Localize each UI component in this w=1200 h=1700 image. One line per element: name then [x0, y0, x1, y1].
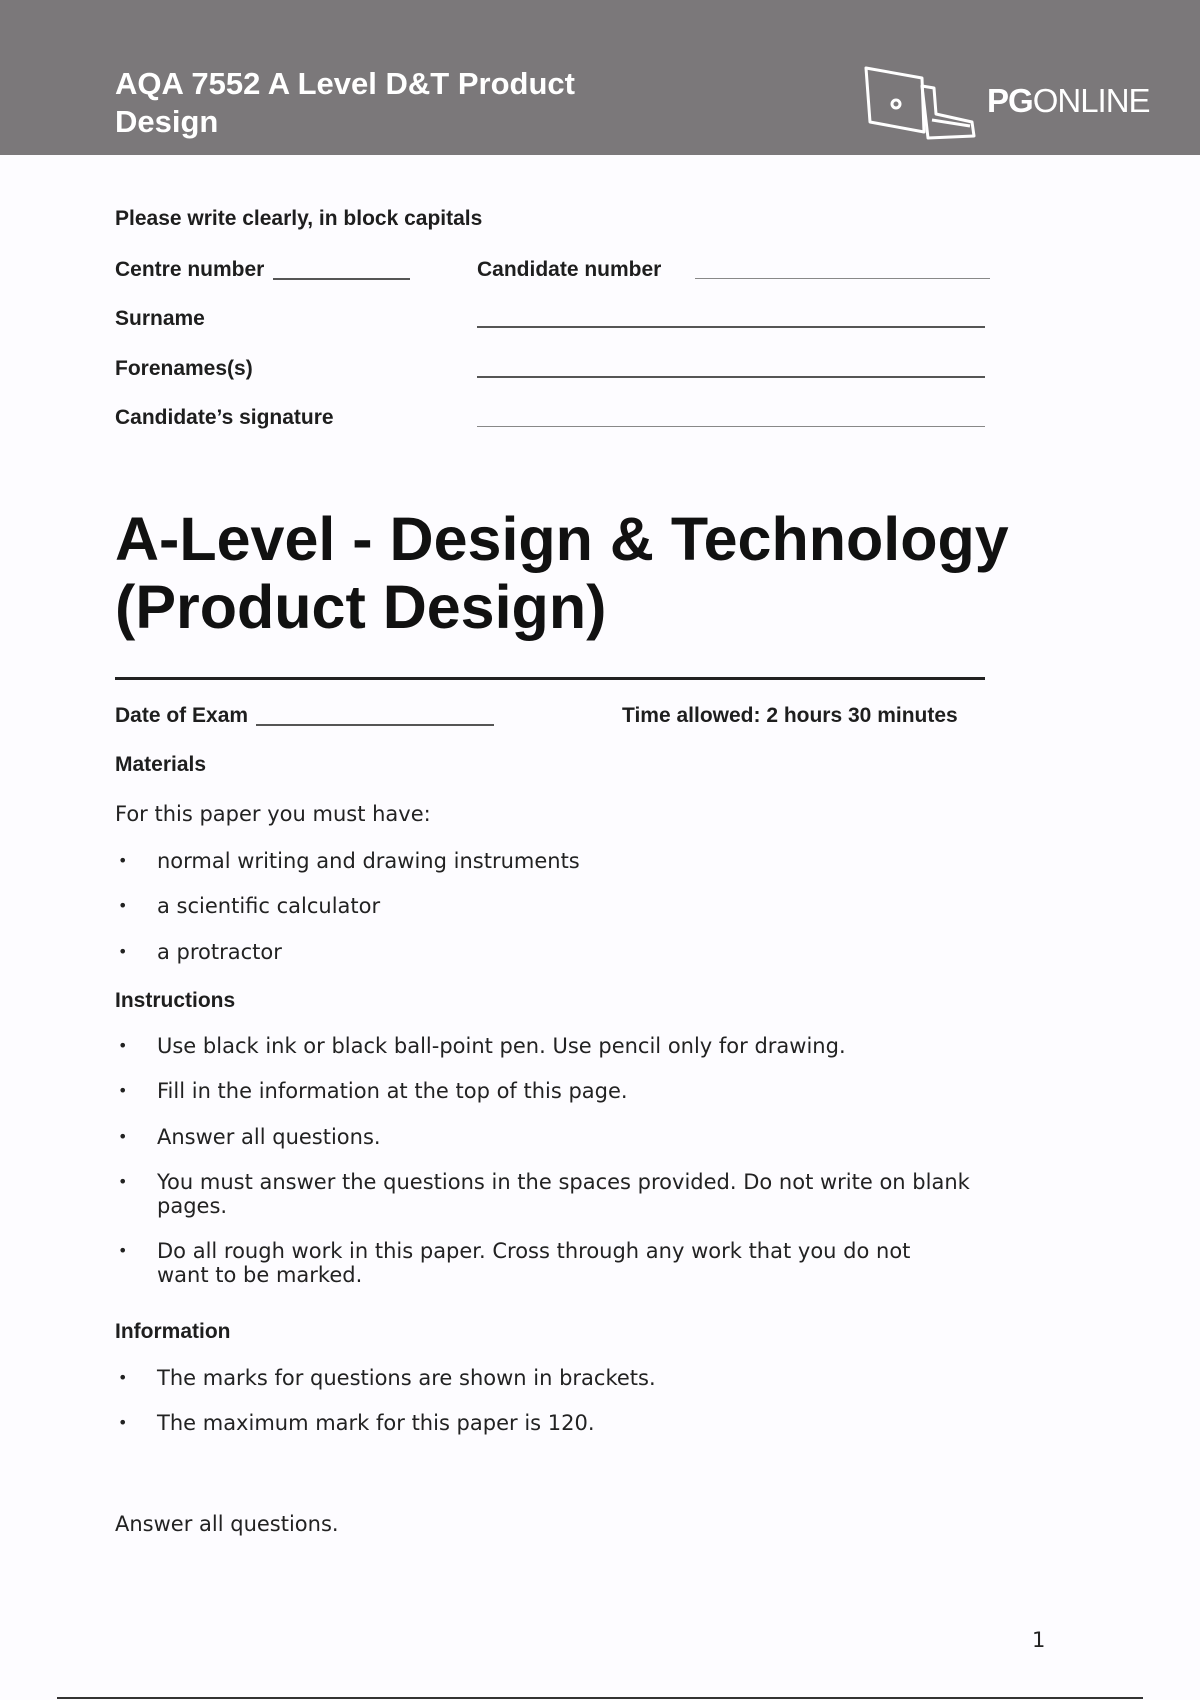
list-item: • You must answer the questions in the spaces provided. Do not write on blank pages. — [118, 1170, 970, 1218]
list-item: • Use black ink or black ball-point pen. Use pencil only for drawing. — [118, 1034, 846, 1058]
instructions-list — [115, 1034, 1045, 1287]
list-item: • Do all rough work in this paper. Cross through any work that you do not want to be marked. — [118, 1239, 911, 1287]
instructions-heading: Instructions — [115, 989, 236, 1012]
centre-number-label: Centre number — [115, 258, 265, 281]
materials-heading: Materials — [115, 753, 207, 776]
signature-label: Candidate’s signature — [115, 406, 334, 429]
date-of-exam-label: Date of Exam — [115, 704, 249, 727]
candidate-number-label: Candidate number — [477, 258, 662, 281]
information-heading: Information — [115, 1320, 231, 1343]
list-item: • The marks for questions are shown in brackets. — [118, 1366, 656, 1390]
list-item: • The maximum mark for this paper is 120. — [118, 1411, 595, 1435]
surname-label: Surname — [115, 307, 205, 330]
information-list — [115, 1366, 1045, 1435]
page-number: 1 — [1032, 1628, 1046, 1652]
candidate-number-field[interactable] — [695, 278, 990, 279]
list-item: • a protractor — [118, 940, 282, 964]
footer-divider — [57, 1697, 1143, 1699]
list-item: • Fill in the information at the top of this page. — [118, 1079, 628, 1103]
signature-field[interactable] — [477, 426, 985, 427]
title-divider — [115, 677, 985, 680]
logo-wordmark: PGONLINE — [987, 82, 1150, 119]
header-title: AQA 7552 A Level D&T Product Design — [115, 66, 575, 139]
date-of-exam-field[interactable] — [256, 724, 494, 726]
header-band — [0, 0, 1200, 155]
materials-intro: For this paper you must have: — [115, 802, 431, 826]
list-item: • normal writing and drawing instruments — [118, 849, 580, 873]
forenames-field[interactable] — [477, 376, 985, 378]
answer-all-questions: Answer all questions. — [115, 1512, 339, 1536]
surname-field[interactable] — [477, 326, 985, 328]
forenames-label: Forenames(s) — [115, 357, 253, 380]
materials-list — [115, 849, 1055, 964]
block-capitals-instruction: Please write clearly, in block capitals — [115, 207, 483, 230]
centre-number-field[interactable] — [273, 278, 410, 280]
page-title: A-Level - Design & Technology (Product Design) — [115, 505, 1009, 641]
time-allowed: Time allowed: 2 hours 30 minutes — [622, 704, 958, 727]
list-item: • a scientific calculator — [118, 894, 381, 918]
list-item: • Answer all questions. — [118, 1125, 381, 1149]
